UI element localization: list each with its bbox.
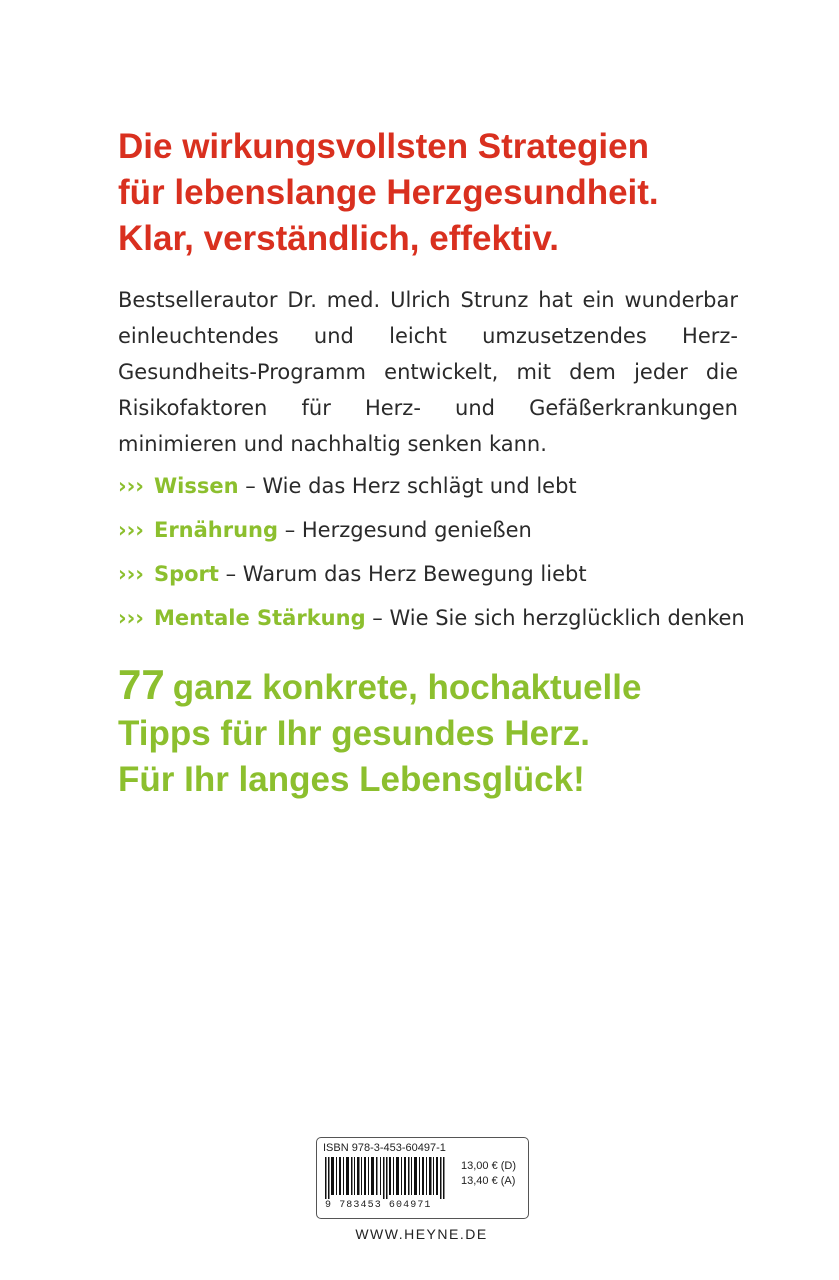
triple-chevron-icon: ››› — [118, 562, 144, 586]
promo-line — [118, 662, 818, 711]
headline-line: für lebenslange Herzgesundheit. — [118, 173, 659, 212]
isbn-label: ISBN 978-3-453-60497-1 — [323, 1142, 446, 1154]
feature-description: – Wie das Herz schlägt und lebt — [238, 474, 577, 498]
feature-name: Ernährung — [153, 518, 279, 542]
publisher-website: WWW.HEYNE.DE — [355, 1226, 488, 1242]
promo-line: Für Ihr langes Lebensglück! — [118, 760, 585, 799]
triple-chevron-icon: ››› — [118, 474, 144, 498]
triple-chevron-icon: ››› — [118, 606, 144, 630]
price-germany: 13,00 € (D) — [461, 1160, 517, 1172]
feature-description: – Herzgesund genießen — [278, 518, 532, 542]
price-austria: 13,40 € (A) — [461, 1175, 516, 1187]
promo-line-rest: ganz konkrete, hochaktuelle — [172, 668, 642, 707]
feature-description: – Wie Sie sich herzglücklich denken — [365, 606, 745, 630]
feature-item — [118, 596, 818, 640]
promo-number: 77 — [118, 661, 165, 708]
headline-line: Klar, verständlich, effektiv. — [118, 219, 559, 258]
feature-item — [118, 552, 818, 596]
feature-description: – Warum das Herz Bewegung liebt — [218, 562, 587, 586]
headline — [118, 124, 818, 262]
feature-item — [118, 508, 818, 552]
feature-name: Mentale Stärkung — [153, 606, 366, 630]
description-paragraph: Bestsellerautor Dr. med. Ulrich Strunz hat ein wunderbar einleuchtendes und leicht umzusetzendes Herz-Gesundheits-Programm entwickelt, mit dem jeder die Risikofaktoren für Herz- und Gefäßerkrankungen minimieren und nachhaltig senken kann. — [118, 288, 738, 456]
promo-line: Tipps für Ihr gesundes Herz. — [118, 714, 590, 753]
feature-list — [118, 464, 818, 640]
headline-line: Die wirkungsvollsten Strategien — [118, 127, 649, 166]
price-list — [461, 1159, 516, 1189]
barcode-icon — [325, 1157, 455, 1199]
barcode-digits: 9 783453 604971 — [325, 1200, 432, 1211]
barcode-box — [316, 1137, 529, 1219]
feature-item — [118, 464, 818, 508]
feature-name: Wissen — [153, 474, 239, 498]
feature-name: Sport — [153, 562, 219, 586]
promo-text — [118, 662, 818, 803]
triple-chevron-icon: ››› — [118, 518, 144, 542]
